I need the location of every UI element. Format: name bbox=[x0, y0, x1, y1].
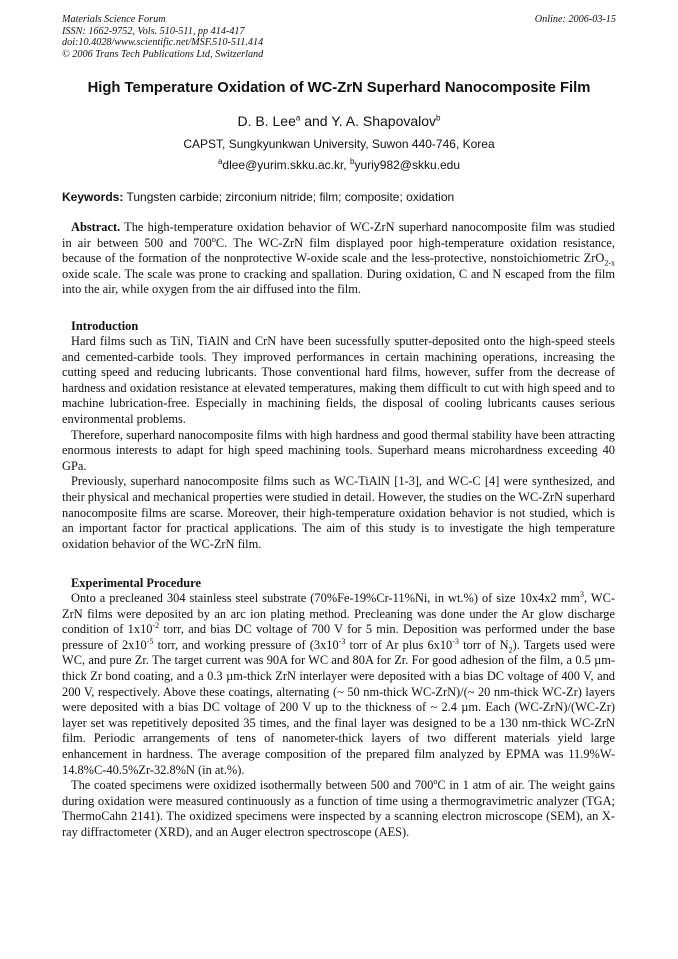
experimental-body bbox=[62, 591, 615, 841]
abstract-text-1: The high-temperature oxidation behavior of WC-ZrN superhard nanocomposite film was studied in air between 500 and 700 bbox=[62, 220, 615, 250]
author-2-mark: b bbox=[436, 113, 441, 123]
abstract bbox=[62, 220, 615, 298]
journal-name: Materials Science Forum bbox=[62, 14, 166, 25]
online-date: Online: 2006-03-15 bbox=[534, 14, 616, 25]
exp2-sup: o bbox=[433, 777, 438, 786]
exp-paragraph-2 bbox=[62, 778, 615, 840]
author-conjunction: and bbox=[300, 113, 332, 129]
exp-text-a: Onto a precleaned 304 stainless steel substrate (70%Fe-19%Cr-11%Ni, in wt.%) of size 10x4x2 mm bbox=[71, 591, 581, 605]
authors bbox=[0, 113, 678, 129]
exp-text-f: torr of N bbox=[458, 637, 509, 652]
introduction-body bbox=[62, 334, 615, 552]
experimental-heading: Experimental Procedure bbox=[71, 576, 201, 590]
abstract-label: Abstract. bbox=[71, 220, 121, 234]
exp-sup-3: -5 bbox=[146, 636, 154, 646]
abstract-sub: 2-x bbox=[604, 258, 615, 268]
exp-paragraph-1 bbox=[62, 591, 615, 778]
author-emails bbox=[0, 158, 678, 172]
keywords bbox=[62, 190, 622, 204]
copyright-line: © 2006 Trans Tech Publications Ltd, Switzerland bbox=[62, 48, 264, 60]
exp2-text-b: C in 1 atm of air. The weight gains during oxidation were measured continuously as a function of time using a thermogravimetric analyzer (TGA; ThermoCahn 2141). The oxidized specimens were inspected by a scanning electron microscope (SEM), an X-ray diffractometer (XRD), and an Auger electron spectroscope (AES). bbox=[62, 778, 615, 839]
exp-sup-2: -2 bbox=[152, 621, 160, 631]
keywords-text: Tungsten carbide; zirconium nitride; film; composite; oxidation bbox=[123, 190, 455, 204]
introduction-heading: Introduction bbox=[71, 319, 139, 333]
email-b-mark: b bbox=[349, 157, 355, 166]
email-a-mark: a bbox=[217, 157, 223, 166]
exp-sup-5: -3 bbox=[452, 636, 459, 646]
abstract-text-2: C. The WC-ZrN film displayed poor high-temperature oxidation resistance, because of the formation of the nonprotective W-oxide scale and the less-protective, nonstoichiometric ZrO bbox=[62, 235, 615, 266]
abstract-sup: o bbox=[211, 234, 216, 244]
exp2-text-a: The coated specimens were oxidized isothermally between 500 and 700 bbox=[71, 778, 434, 793]
intro-paragraph-2: Therefore, superhard nanocomposite films with high hardness and good thermal stability have been attracting enormous interests to adapt for high speed machining tools. Superhard means microhardness exceeding 40 GPa. bbox=[62, 427, 615, 473]
paper-title: High Temperature Oxidation of WC-ZrN Superhard Nanocomposite Film bbox=[87, 80, 591, 96]
issn-line: ISSN: 1662-9752, Vols. 510-511, pp 414-417 bbox=[62, 25, 245, 37]
exp-text-b: , WC-ZrN films were deposited by an arc ion plating method. Precleaning was done under the Ar glow discharge condition of 1x10 bbox=[62, 591, 615, 637]
doi-line: doi:10.4028/www.scientific.net/MSF.510-511.414 bbox=[62, 37, 264, 49]
exp-sup-4: -3 bbox=[338, 636, 346, 646]
intro-paragraph-1: Hard films such as TiN, TiAlN and CrN have been sucessfully sputter-deposited onto the high-speed steels and cemented-carbide tools. They improved performances in certain machining operations, increasing the cutting speed and reducing lubricants. Those conventional hard films, however, suffer from the decrease of hardness and oxidation resistance at elevated temperatures, making them difficult to cut with high speed and to machine lubrication-free. Especially in machining fields, the disposal of cooling lubricants causes serious environmental problems. bbox=[62, 334, 615, 426]
email-b[interactable]: yuriy982@skku.edu bbox=[354, 158, 461, 172]
exp-text-d: torr, and working pressure of (3x10 bbox=[153, 637, 339, 652]
intro-paragraph-3: Previously, superhard nanocomposite films such as WC-TiAlN [1-3], and WC-C [4] were synthesized, and their physical and mechanical properties were studied in detail. However, the studies on the WC-ZrN superhard nanocomposite films are scarse. Moreover, their high-temperature oxidation behavior is not studied, which is an important factor for practical applications. The aim of this study is to investigate the high temperature oxidation behavior of the WC-ZrN film. bbox=[62, 474, 615, 551]
exp-sup-1: 3 bbox=[580, 589, 585, 599]
email-a[interactable]: dlee@yurim.skku.ac.kr, bbox=[222, 158, 350, 172]
exp-text-g: ). Targets used were WC, and pure Zr. The target current was 90A for WC and 80A for Zr. For good adhesion of the film, a 0.5 µm-thick Zr bond coating, and a 0.3 µm-thick ZrN interlayer were deposited with a bias DC voltage of 400 V, and 200 V, respectively. Above these coatings, alternating (~ 50 nm-thick WC-ZrN)/(~ 20 nm-thick WC-Zr) layers were deposited with a bias DC voltage of 200 V up to the thickness of ~ 2.4 µm. Each (WC-ZrN)/(WC-Zr) layer set was repetitively deposited 35 times, and the final layer was designed to be a 130 nm-thick WC-ZrN film. Periodic arrangements of tens of nanometer-thick layers of two different materials yield large enhancement in hardness. The average composition of the prepared film analyzed by EPMA was 11.9%W-14.8%C-40.5%Zr-32.8%N (in at.%). bbox=[62, 637, 615, 777]
abstract-text-3: oxide scale. The scale was prone to cracking and spallation. During oxidation, C and N escaped from the film into the air, while oxygen from the air diffused into the film. bbox=[62, 266, 615, 297]
keywords-label: Keywords: bbox=[62, 190, 124, 204]
author-1-mark: a bbox=[295, 113, 301, 123]
author-1: D. B. Lee bbox=[237, 113, 296, 129]
affiliation: CAPST, Sungkyunkwan University, Suwon 440-746, Korea bbox=[183, 137, 495, 151]
exp-text-e: torr of Ar plus 6x10 bbox=[345, 637, 453, 652]
journal-header bbox=[62, 14, 263, 60]
exp-text-c: torr, and bias DC voltage of 700 V for 5 min. Deposition was performed under the base pressure of 2x10 bbox=[62, 622, 615, 652]
author-2: Y. A. Shapovalov bbox=[331, 113, 437, 129]
exp-sub-1: 2 bbox=[508, 645, 513, 655]
